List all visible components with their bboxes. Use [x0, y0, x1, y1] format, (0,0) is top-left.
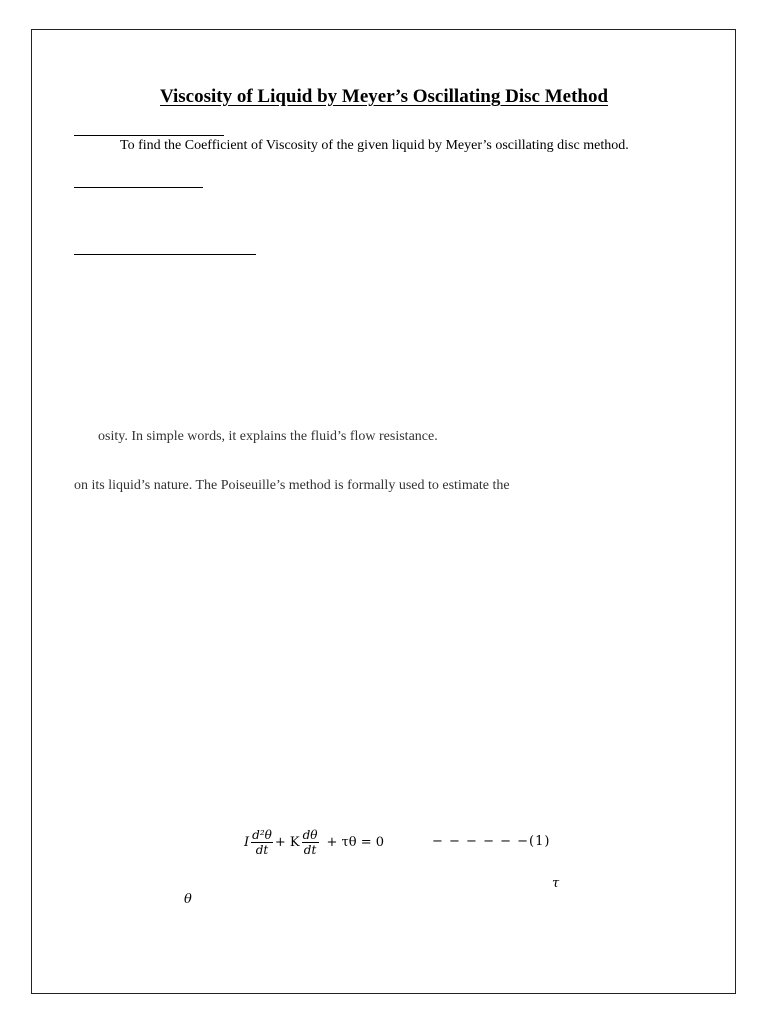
formula-heading-underline	[74, 254, 256, 255]
tau-symbol: τ	[552, 876, 560, 891]
aim-heading-underline	[74, 135, 224, 136]
equation-1	[244, 822, 384, 862]
equation-second-derivative-denominator: dt	[255, 842, 269, 857]
apparatus-heading-underline	[74, 187, 203, 188]
equation-first-derivative-denominator: dt	[303, 842, 317, 857]
document-title: Viscosity of Liquid by Meyer’s Oscillating Disc Method	[159, 86, 609, 107]
aim-text: To find the Coefficient of Viscosity of the given liquid by Meyer’s oscillating disc method.	[120, 138, 629, 153]
theta-symbol: θ	[184, 892, 192, 907]
equation-first-derivative-numerator: dθ	[302, 827, 318, 842]
equation-plus-k: + K	[274, 834, 300, 850]
equation-second-derivative-numerator: d²θ	[252, 827, 272, 842]
equation-first-derivative	[302, 828, 319, 857]
equation-second-derivative	[251, 828, 273, 857]
theory-line-2: on its liquid’s nature. The Poiseuille’s method is formally used to estimate the	[74, 478, 510, 493]
equation-moment-symbol: I	[244, 834, 250, 850]
equation-remainder: + τθ = 0	[326, 834, 384, 850]
theory-line-1: osity. In simple words, it explains the fluid’s flow resistance.	[98, 429, 438, 444]
equation-number: − − − − − −(1)	[432, 834, 551, 849]
